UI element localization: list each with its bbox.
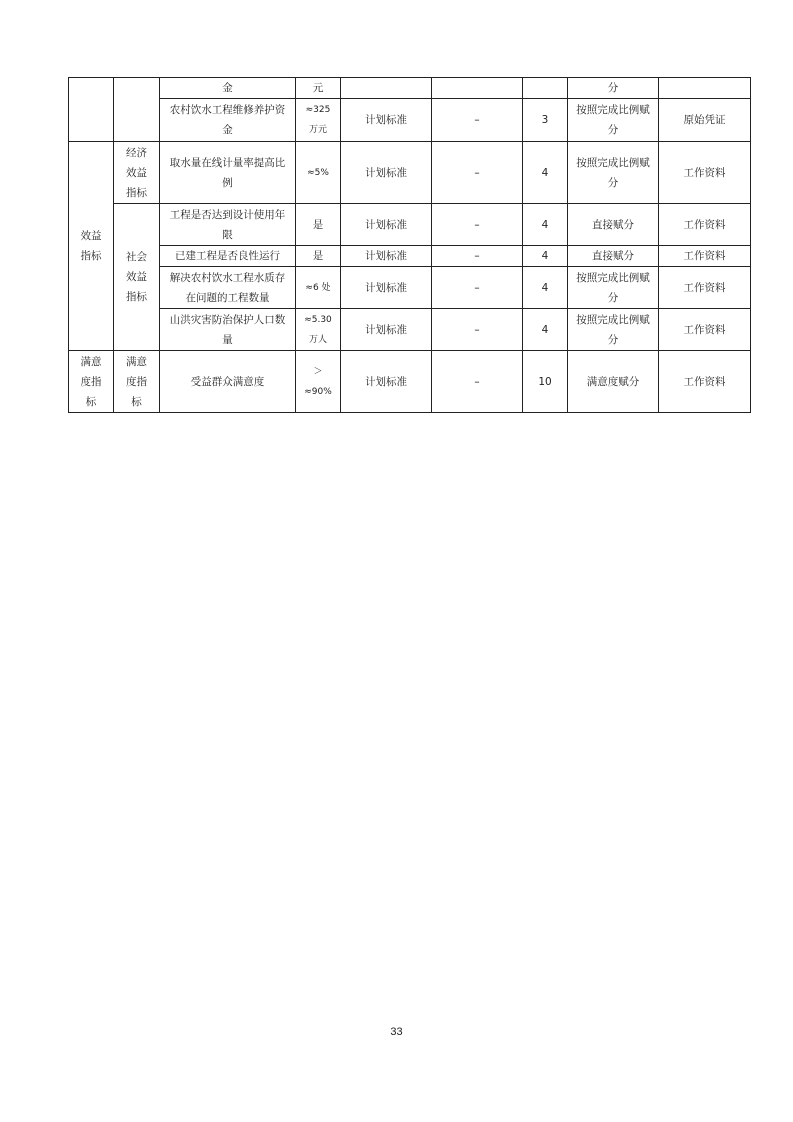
dash-cell: – [432,142,523,204]
evidence-cell: 工作资料 [659,204,751,246]
evidence-cell: 原始凭证 [659,99,751,142]
level1-indicator-cell: 效益 指标 [69,142,114,351]
evidence-cell: 工作资料 [659,246,751,267]
evidence-cell: 工作资料 [659,351,751,413]
standard-cell: 计划标准 [341,204,432,246]
dash-cell: – [432,204,523,246]
target-value-cell: 是 [296,204,341,246]
scoring-method-cell: 按照完成比例赋 分 [568,142,659,204]
dash-cell: – [432,267,523,309]
indicator-name-cell: 受益群众满意度 [160,351,296,413]
indicator-name-cell: 解决农村饮水工程水质存 在问题的工程数量 [160,267,296,309]
table-cell [341,78,432,99]
target-value-cell: 元 [296,78,341,99]
table-row [69,142,751,204]
table-row [69,309,751,351]
table-row [69,99,751,142]
scoring-method-cell: 直接赋分 [568,204,659,246]
table-cell [659,78,751,99]
target-value-cell: ≈325 万元 [296,99,341,142]
target-value-cell: ≈5% [296,142,341,204]
target-value-cell: ≈6 处 [296,267,341,309]
level2-indicator-cell: 经济 效益 指标 [114,142,160,204]
target-value-cell: ＞ ≈90% [296,351,341,413]
indicator-name-cell: 工程是否达到设计使用年 限 [160,204,296,246]
dash-cell: – [432,351,523,413]
standard-cell: 计划标准 [341,309,432,351]
indicator-name-cell: 山洪灾害防治保护人口数 量 [160,309,296,351]
standard-cell: 计划标准 [341,99,432,142]
score-cell: 3 [523,99,568,142]
score-cell: 4 [523,267,568,309]
standard-cell: 计划标准 [341,267,432,309]
score-cell: 4 [523,246,568,267]
table-cell [523,78,568,99]
table-cell [432,78,523,99]
indicator-name-cell: 取水量在线计量率提高比 例 [160,142,296,204]
score-cell: 10 [523,351,568,413]
scoring-method-cell: 直接赋分 [568,246,659,267]
level1-indicator-cell: 满意 度指 标 [69,351,114,413]
scoring-method-cell: 分 [568,78,659,99]
indicator-name-cell: 农村饮水工程维修养护资 金 [160,99,296,142]
evidence-cell: 工作资料 [659,142,751,204]
dash-cell: – [432,309,523,351]
level2-indicator-cell: 社会 效益 指标 [114,204,160,351]
scoring-method-cell: 按照完成比例赋 分 [568,309,659,351]
evidence-cell: 工作资料 [659,267,751,309]
table-row [69,204,751,246]
table-cell [114,78,160,142]
evidence-cell: 工作资料 [659,309,751,351]
table-row [69,351,751,413]
score-cell: 4 [523,309,568,351]
score-cell: 4 [523,142,568,204]
page-number: 33 [390,1026,403,1038]
table-row [69,267,751,309]
standard-cell: 计划标准 [341,142,432,204]
standard-cell: 计划标准 [341,351,432,413]
indicator-name-cell: 已建工程是否良性运行 [160,246,296,267]
level2-indicator-cell: 满意 度指 标 [114,351,160,413]
scoring-method-cell: 按照完成比例赋 分 [568,267,659,309]
table-row [69,246,751,267]
standard-cell: 计划标准 [341,246,432,267]
scoring-method-cell: 满意度赋分 [568,351,659,413]
indicator-name-cell: 金 [160,78,296,99]
score-cell: 4 [523,204,568,246]
dash-cell: – [432,246,523,267]
dash-cell: – [432,99,523,142]
target-value-cell: ≈5.30 万人 [296,309,341,351]
table-cell [69,78,114,142]
performance-indicator-table [68,77,751,413]
scoring-method-cell: 按照完成比例赋 分 [568,99,659,142]
target-value-cell: 是 [296,246,341,267]
table-row [69,78,751,99]
